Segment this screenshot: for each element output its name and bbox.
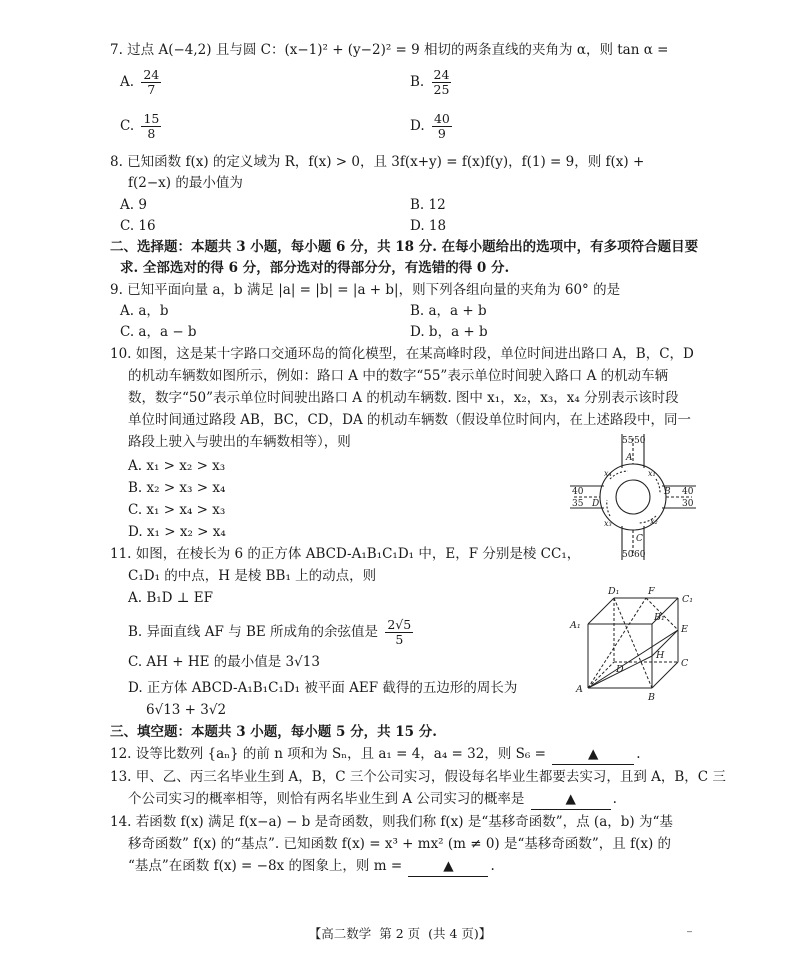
fig-bottom-in: 50 (622, 550, 634, 560)
q13-line2: 个公司实习的概率相等，则恰有两名毕业生到 A 公司实习的概率是 ▲ . (128, 789, 617, 810)
fig-top-in: 55 (622, 436, 634, 446)
q9-option-c: C. a，a − b (120, 324, 197, 340)
q8-stem-line2: f(2−x) 的最小值为 (128, 175, 243, 191)
q10-option-c: C. x₁ > x₄ > x₃ (128, 502, 226, 518)
fig-x2: x₂ (650, 517, 658, 526)
footer-subject: 【高二数学 (308, 926, 372, 941)
fig-top-out: 50 (634, 436, 646, 446)
cube-label-a: A (576, 684, 583, 695)
q14-answer-blank: ▲ (408, 856, 488, 877)
q10-stem-line1: 10. 如图，这是某十字路口交通环岛的简化模型，在某高峰时段，单位时间进出路口 A，B，C，D (110, 346, 694, 362)
q11-stem-line1: 11. 如图，在棱长为 6 的正方体 ABCD-A₁B₁C₁D₁ 中，E，F 分别是棱 CC₁， (110, 546, 581, 562)
q8-option-a: A. 9 (120, 197, 147, 213)
q9-stem: 9. 已知平面向量 a，b 满足 |a| = |b| = |a + b|，则下列各组向量的夹角为 60° 的是 (110, 282, 621, 298)
fig-point-d: D (592, 499, 600, 509)
q10-stem-line3: 数，数字“50”表示单位时间驶出路口 A 的机动车辆数. 图中 x₁，x₂，x₃，x₄ 分别表示该时段 (128, 390, 679, 406)
q11-option-c: C. AH + HE 的最小值是 3√13 (128, 654, 320, 670)
fig-left-out: 35 (572, 499, 584, 509)
cube-figure (568, 584, 698, 710)
corner-mark: ﹣ (683, 924, 697, 939)
q9-option-a: A. a，b (120, 303, 169, 319)
q10-option-d: D. x₁ > x₂ > x₄ (128, 524, 226, 540)
q7-option-d: D. $\frac{40}{9}$ (410, 111, 450, 141)
cube-label-f: F (648, 586, 655, 597)
q11-option-b: B. 异面直线 AF 与 BE 所成角的余弦值是 $\frac{2√5}{5}$ (128, 617, 412, 647)
q11-option-a: A. B₁D ⊥ EF (128, 590, 213, 606)
footer-page-number: 第 2 页 (379, 926, 421, 941)
q14-line3: “基点”在函数 f(x) = −8x 的图象上，则 m = ▲ . (128, 856, 495, 877)
q13-answer-blank: ▲ (531, 789, 611, 810)
q14-line2: 移奇函数” f(x) 的“基点”. 已知函数 f(x) = x³ + mx² (m ≠ 0) 是“基移奇函数”，且 f(x) 的 (128, 836, 672, 852)
fig-point-b: B (664, 487, 671, 497)
q13-line1: 13. 甲、乙、丙三名毕业生到 A，B，C 三个公司实习，假设每名毕业生都要去实习，且到 A，B，C 三 (110, 769, 726, 785)
page-footer (0, 924, 800, 942)
footer-total-pages: (共 4 页)】 (428, 926, 492, 941)
cube-label-a1: A₁ (570, 620, 581, 631)
fig-right-in: 40 (682, 487, 694, 497)
cube-label-d: D (616, 664, 624, 675)
q7-option-a: A. $\frac{24}{7}$ (120, 67, 160, 97)
fig-point-c: C (636, 534, 643, 544)
q8-option-d: D. 18 (410, 218, 447, 234)
fig-right-out: 30 (682, 499, 694, 509)
q11-stem-line2: C₁D₁ 的中点，H 是棱 BB₁ 上的动点，则 (128, 568, 377, 584)
fig-point-a: A (626, 453, 633, 463)
q10-stem-line2: 的机动车辆数如图所示，例如：路口 A 中的数字“55”表示单位时间驶入路口 A 的机动车辆 (128, 368, 669, 384)
q12-line: 12. 设等比数列 {aₙ} 的前 n 项和为 Sₙ，且 a₁ = 4，a₄ = 32，则 S₆ = ▲ . (110, 744, 640, 765)
cube-label-h: H (656, 650, 665, 661)
q10-stem-line5: 路段上驶入与驶出的车辆数相等），则 (128, 434, 351, 450)
section2-heading-line2: 求. 全部选对的得 6 分，部分选对的得部分分，有选错的得 0 分. (120, 260, 510, 276)
q9-option-d: D. b，a + b (410, 324, 488, 340)
q8-option-c: C. 16 (120, 218, 156, 234)
q10-option-b: B. x₂ > x₃ > x₄ (128, 480, 226, 496)
q14-line1: 14. 若函数 f(x) 满足 f(x−a) − b 是奇函数，则我们称 f(x) 是“基移奇函数”，点 (a，b) 为“基 (110, 814, 673, 830)
fig-bottom-out: 60 (634, 550, 646, 560)
section3-heading: 三、填空题：本题共 3 小题，每小题 5 分，共 15 分. (110, 724, 437, 740)
q7-option-c: C. $\frac{15}{8}$ (120, 111, 160, 141)
fig-x1: x₁ (648, 469, 656, 478)
fig-x3: x₃ (604, 519, 612, 528)
cube-label-d1: D₁ (608, 586, 620, 597)
cube-label-e: E (681, 624, 688, 635)
q10-stem-line4: 单位时间通过路段 AB，BC，CD，DA 的机动车辆数（假设单位时间内，在上述路段中，同一 (128, 412, 691, 428)
section2-heading-line1: 二、选择题：本题共 3 小题，每小题 6 分，共 18 分. 在每小题给出的选项中，有多项符合题目要 (110, 239, 699, 255)
q8-stem-line1: 8. 已知函数 f(x) 的定义域为 R，f(x) > 0，且 3f(x+y) = f(x)f(y)，f(1) = 9，则 f(x) + (110, 154, 645, 170)
q8-option-b: B. 12 (410, 197, 446, 213)
roundabout-figure (570, 434, 696, 560)
fig-x4: x₄ (604, 469, 612, 478)
q10-option-a: A. x₁ > x₂ > x₃ (128, 458, 226, 474)
cube-label-b1: B₁ (654, 612, 665, 623)
fig-left-in: 40 (572, 487, 584, 497)
q12-answer-blank: ▲ (552, 744, 634, 765)
cube-label-b: B (648, 692, 655, 703)
q9-option-b: B. a，a + b (410, 303, 487, 319)
cube-label-c: C (681, 658, 689, 669)
q11-option-d-line1: D. 正方体 ABCD-A₁B₁C₁D₁ 被平面 AEF 截得的五边形的周长为 (128, 680, 518, 696)
q11-option-d-line2: 6√13 + 3√2 (146, 702, 227, 718)
q7-option-b: B. $\frac{24}{25}$ (410, 67, 450, 97)
q7-stem: 7. 过点 A(−4,2) 且与圆 C：(x−1)² + (y−2)² = 9 相切的两条直线的夹角为 α，则 tan α = (110, 42, 669, 58)
cube-label-c1: C₁ (682, 594, 694, 605)
